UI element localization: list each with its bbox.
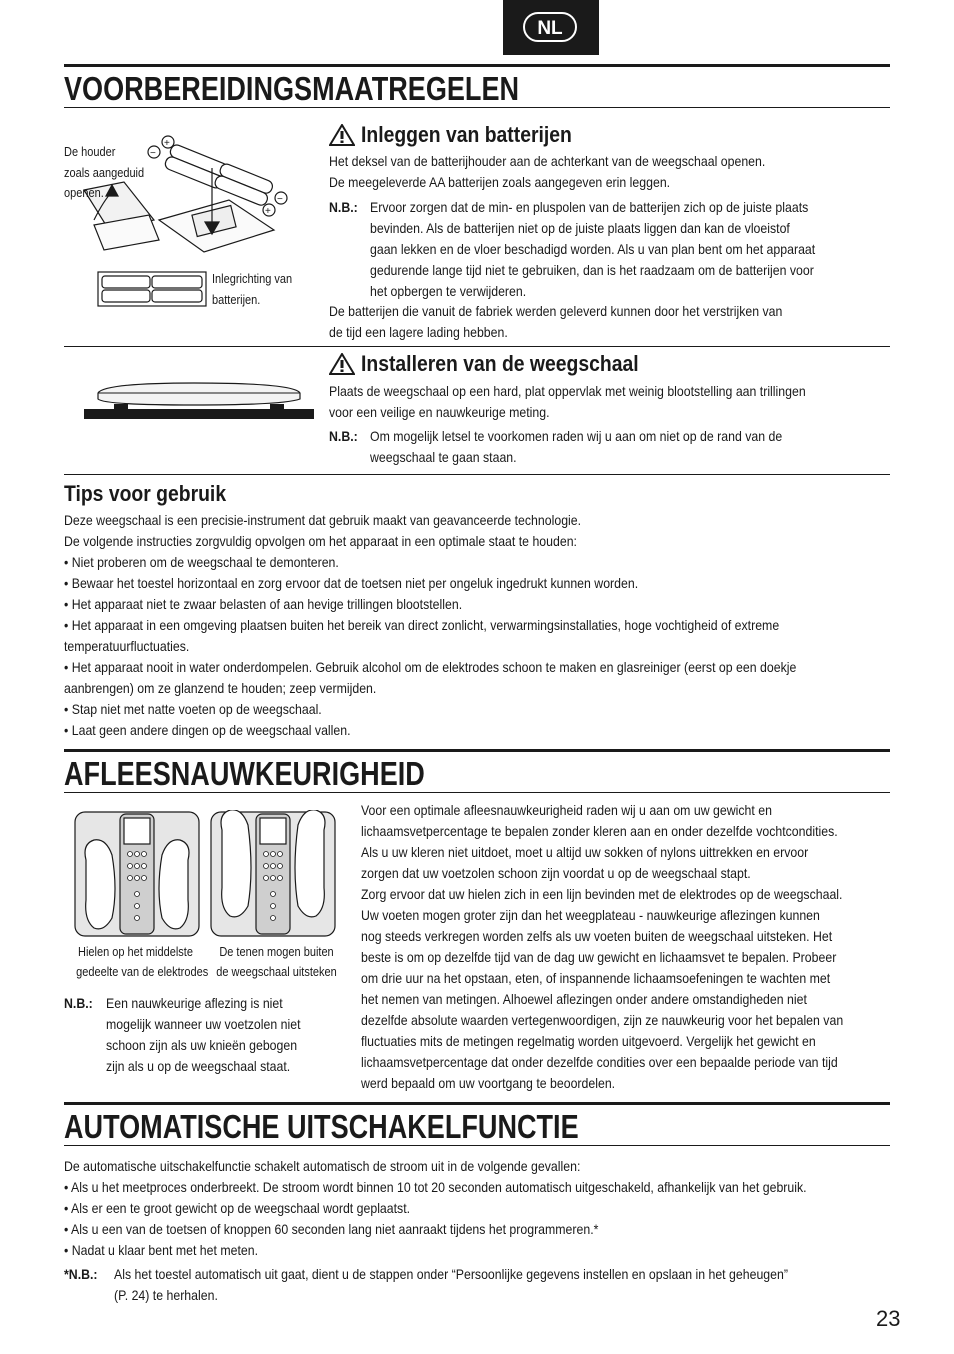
svg-text:−: − [150, 148, 156, 159]
section-rule-top [64, 1102, 890, 1105]
section-title-preparation: VOORBEREIDINGSMAATREGELEN [64, 70, 520, 107]
section-title-accuracy: AFLEESNAUWKEURIGHEID [64, 755, 425, 792]
autooff-text: De automatische uitschakelfunctie schakelt automatisch de stroom uit in de volgende gevallen: • Als u het meetproces onderbreekt. De stroom wordt binnen 10 tot 20 seconden automatisch uitgeschakeld, afhankelijk van het gebruik. • Als er een te groot gewicht op de weegschaal wordt geplaatst. • Als u een van de toetsen of knoppen 60 seconden lang niet aanraakt tijdens het programmeren.* • Nadat u klaar bent met het meten. [64, 1158, 807, 1258]
install-nb-label: N.B.: [329, 428, 358, 444]
divider-install [64, 346, 890, 347]
page-number: 23 [876, 1306, 901, 1331]
warning-icon [329, 124, 355, 146]
heading-tips: Tips voor gebruik [64, 481, 227, 506]
section-rule-top [64, 64, 890, 67]
feet-figures [74, 810, 340, 938]
accuracy-body: Voor een optimale afleesnauwkeurigheid raden wij u aan om uw gewicht en lichaamsvetpercentage te bepalen zonder kleren aan en onder dezelfde vochtcondities. Als u uw kleren niet uitdoet, moet u altijd uw sokken of nylons uittrekken en ervoor zorgen dat uw voetzolen schoon zijn voordat u op de weegschaal stapt. Zorg ervoor dat uw hielen zich in een lijn bevinden met de elektrodes op de weegschaal. Uw voeten mogen groter zijn dan het weegplateau - nauwkeurige aflezingen kunnen nog steeds verkregen worden zelfs als uw voeten buiten de weegschaal uitsteken. Het beste is om op dezelfde tijd van de dag uw gewicht en lichaamsvet te bepalen. Probeer om drie uur na het opstaan, eten, of inspannende lichaamsoefeningen te wachten met het nemen van metingen. Alhoewel aflezingen onder andere omstandigheden niet dezelfde absolute waarden vertegenwoordigen, zijn ze nauwkeurig voor het bepalen van fluctuaties mits de metingen regelmatig worden uitgevoerd. Vergelijk het gewicht en lichaamsvetpercentage dat onder dezelfde condities over een bepaalde periode van tijd werd bepaald om uw voortgang te beoordelen. [361, 802, 844, 1091]
autooff-nb-text: Als het toestel automatisch uit gaat, dient u de stappen onder “Persoonlijke gegevens instellen en opslaan in het geheugen” (P. 24) te herhalen. [114, 1266, 788, 1303]
svg-text:+: + [164, 138, 170, 149]
language-tab [503, 0, 599, 55]
tips-text: Deze weegschaal is een precisie-instrument dat gebruik maakt van geavanceerde technologie. De volgende instructies zorgvuldig opvolgen om het apparaat in een optimale staat te houden: • Niet proberen om de weegschaal te demonteren. • Bewaar het toestel horizontaal en zorg ervoor dat de toetsen niet per ongeluk ingedrukt kunnen worden. • Het apparaat niet te zwaar belasten of aan hevige trillingen blootstellen. • Het apparaat in een omgeving plaatsen buiten het bereik van direct zonlicht, verwarmingsinstallaties, hoge vochtigheid of extreme temperatuurfluctuaties. • Het apparaat nooit in water onderdompelen. Gebruik alcohol om de elektrodes schoon te maken en glasreiniger (eerst op een doekje aanbrengen) om ze glanzend te houden; zeep vermijden. • Stap niet met natte voeten op de weegschaal. • Laat geen andere dingen op de weegschaal vallen. [64, 512, 797, 738]
language-label: NL [523, 12, 577, 42]
accuracy-nb-text: Een nauwkeurige aflezing is niet mogelijk wanneer uw voetzolen niet schoon zijn als uw knieën gebogen zijn als u op de weegschaal staat. [106, 995, 301, 1074]
install-nb-text: Om mogelijk letsel te voorkomen raden wij u aan om niet op de rand van de weegschaal te gaan staan. [370, 428, 783, 465]
batteries-nb-text: Ervoor zorgen dat de min- en pluspolen van de batterijen zich op de juiste plaats bevinden. Als de batterijen niet op de juiste plaats liggen dan kan de vloeistof gaan lekken en de vloer beschadigd worden. Als u van plan bent om het apparaat gedurende lange tijd niet te gebruiken, dan is het raadzaam om de batterijen voor het opbergen te verwijderen. [370, 199, 816, 299]
section-rule-bottom [64, 792, 890, 793]
section-rule-top [64, 749, 890, 752]
divider-tips [64, 474, 890, 475]
section-rule-bottom [64, 1145, 890, 1146]
fig-label-holder: De houder zoals aangeduid openen. [64, 145, 145, 200]
scale-side-figure [84, 375, 314, 425]
warning-icon [329, 353, 355, 375]
batteries-after-text: De batterijen die vanuit de fabriek werden geleverd kunnen door het verstrijken van de tijd een lagere lading hebben. [329, 303, 783, 340]
section-rule-bottom [64, 107, 890, 108]
svg-text:−: − [277, 194, 283, 205]
caption-toes: De tenen mogen buiten de weegschaal uitsteken [216, 945, 337, 979]
section-title-autooff: AUTOMATISCHE UITSCHAKELFUNCTIE [64, 1108, 579, 1145]
heading-batteries: Inleggen van batterijen [361, 122, 572, 147]
svg-text:+: + [265, 206, 271, 217]
fig-label-direction: Inlegrichting van batterijen. [212, 272, 293, 307]
batteries-nb-label: N.B.: [329, 199, 358, 215]
heading-install: Installeren van de weegschaal [361, 351, 639, 376]
install-text: Plaats de weegschaal op een hard, plat oppervlak met weinig blootstelling aan trillingen voor een veilige en nauwkeurige meting. [329, 383, 806, 420]
batteries-text: Het deksel van de batterijhouder aan de achterkant van de weegschaal openen. De meegeleverde AA batterijen zoals aangegeven erin leggen. [329, 153, 766, 190]
accuracy-nb-label: N.B.: [64, 995, 93, 1011]
autooff-nb-label: *N.B.: [64, 1266, 98, 1282]
caption-heels: Hielen op het middelste gedeelte van de elektrodes [76, 945, 209, 979]
